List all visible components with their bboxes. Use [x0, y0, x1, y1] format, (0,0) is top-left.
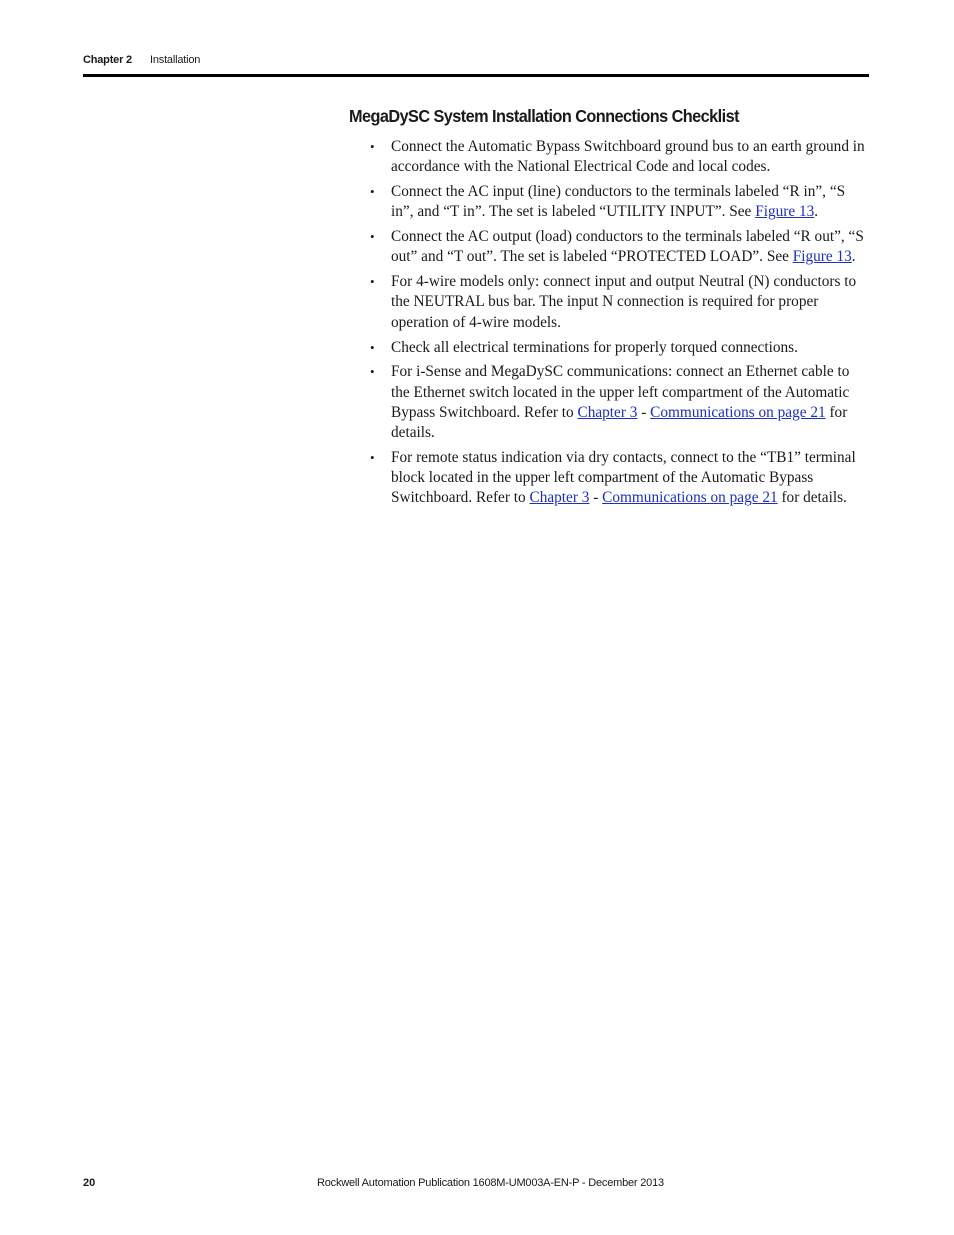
checklist-item: [370, 272, 870, 333]
checklist-item: [370, 448, 870, 509]
page-header: [83, 52, 869, 77]
checklist: [370, 137, 870, 513]
bullet-icon: •: [370, 274, 375, 290]
chapter-3-link[interactable]: Chapter 3: [577, 403, 638, 421]
bullet-icon: •: [370, 229, 375, 245]
communications-page-21-link[interactable]: Communications on page 21: [602, 489, 778, 507]
bullet-icon: •: [370, 449, 375, 465]
checklist-item: [370, 338, 870, 358]
item-text: -: [637, 403, 651, 421]
checklist-item: [370, 182, 870, 222]
item-text: For i-Sense and MegaDySC communications: connect an Ethernet cable to the Ethernet switch located in the upper left compartment of the Automatic Bypass Switchboard. Refer to: [391, 363, 850, 421]
section-title: MegaDySC System Installation Connections Checklist: [349, 106, 739, 126]
figure-13-link[interactable]: Figure 13: [755, 203, 815, 221]
chapter-3-link[interactable]: Chapter 3: [529, 489, 590, 507]
item-text: Check all electrical terminations for properly torqued connections.: [391, 338, 798, 356]
item-text: For remote status indication via dry contacts, connect to the “TB1” terminal block located in the upper left compartment of the Automatic Bypass Switchboard. Refer to: [391, 448, 856, 507]
header-chapter: Chapter 2: [83, 54, 132, 66]
checklist-item: [370, 227, 870, 267]
figure-13-link[interactable]: Figure 13: [792, 248, 852, 266]
bullet-icon: •: [370, 184, 375, 200]
header-rule: [83, 74, 869, 77]
checklist-item: [370, 362, 870, 443]
item-text: Connect the Automatic Bypass Switchboard ground bus to an earth ground in accordance with the National Electrical Code and local codes.: [391, 138, 865, 176]
item-text: .: [814, 203, 819, 221]
item-text: Connect the AC output (load) conductors to the terminals labeled “R out”, “S out” and “T out”. The set is labeled “PROTECTED LOAD”. See: [391, 228, 864, 266]
item-text: For 4-wire models only: connect input and output Neutral (N) conductors to the NEUTRAL bus bar. The input N connection is required for proper operation of 4-wire models.: [391, 273, 857, 331]
header-section: Installation: [150, 54, 201, 66]
item-text: Connect the AC input (line) conductors to the terminals labeled “R in”, “S in”, and “T in”. The set is labeled “UTILITY INPUT”. See: [391, 183, 846, 221]
publication-footer: Rockwell Automation Publication 1608M-UM003A-EN-P - December 2013: [317, 1177, 664, 1189]
item-text: .: [851, 248, 856, 266]
page-number: 20: [83, 1177, 96, 1189]
item-text: for details.: [777, 489, 847, 507]
communications-page-21-link[interactable]: Communications on page 21: [650, 403, 826, 421]
bullet-icon: •: [370, 339, 375, 355]
item-text: -: [589, 489, 603, 507]
checklist-item: [370, 137, 870, 177]
bullet-icon: •: [370, 139, 375, 154]
bullet-icon: •: [370, 364, 375, 380]
item-text: for details.: [391, 403, 848, 442]
